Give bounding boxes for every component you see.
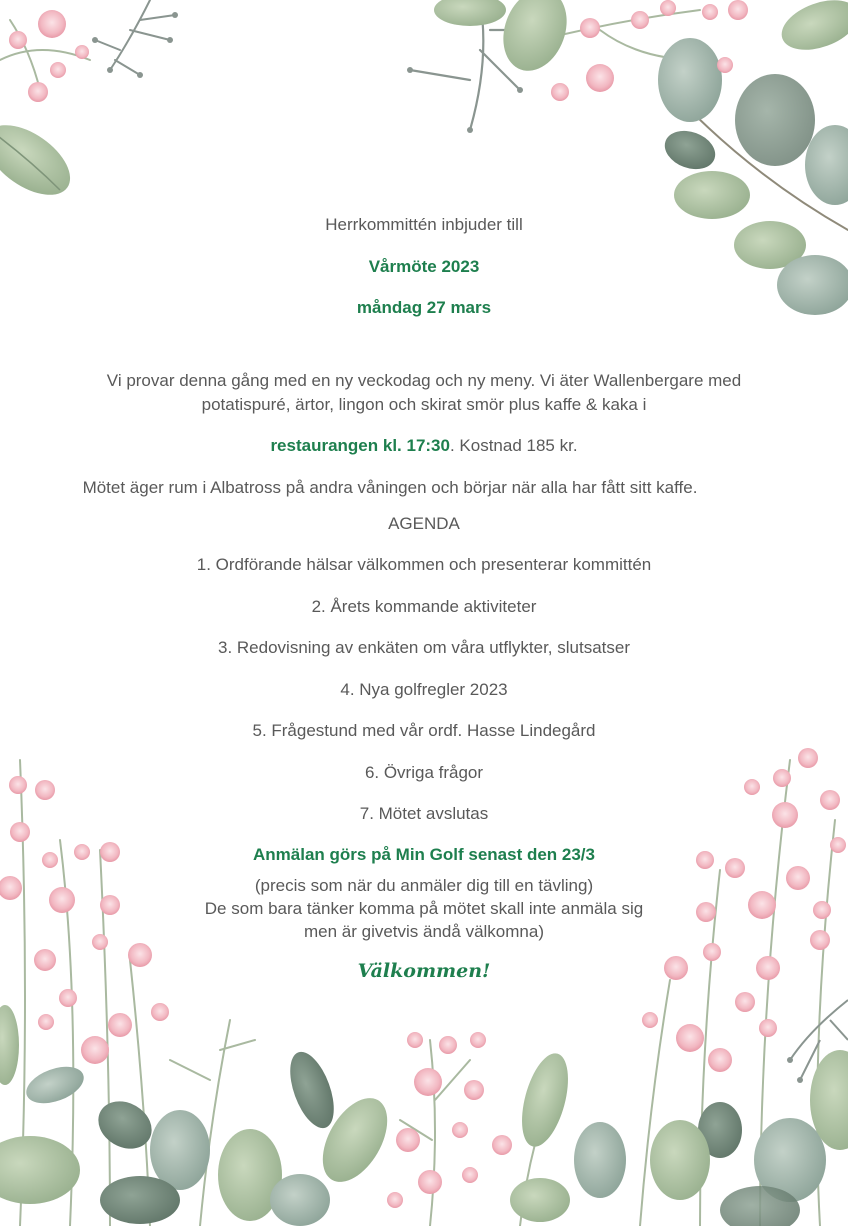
agenda-item: 4. Nya golfregler 2023 — [340, 680, 508, 699]
note-line-3: men är givetvis ändå välkomna) — [303, 922, 544, 941]
agenda-item: 5. Frågestund med vår ordf. Hasse Lindegård — [252, 721, 596, 740]
agenda-item: 2. Årets kommande aktiviteter — [311, 597, 537, 616]
description-line-1: Vi provar denna gång med en ny veckodag och ny meny. Vi äter Wallenbergare med — [106, 371, 742, 390]
cost-text: . Kostnad 185 kr. — [449, 436, 578, 455]
agenda-heading: AGENDA — [388, 514, 460, 533]
agenda-item: 7. Mötet avslutas — [359, 804, 489, 823]
meeting-info: Mötet äger rum i Albatross på andra våningen och börjar när alla har fått sitt kaffe. — [82, 478, 698, 497]
agenda-item: 6. Övriga frågor — [364, 763, 484, 782]
event-date: måndag 27 mars — [356, 298, 492, 317]
event-title: Vårmöte 2023 — [368, 257, 480, 276]
venue-highlight: restaurangen kl. 17:30 — [270, 436, 450, 455]
note-line-2: De som bara tänker komma på mötet skall inte anmäla sig — [204, 899, 644, 918]
closing-greeting: Välkommen! — [357, 960, 491, 982]
intro-text: Herrkommittén inbjuder till — [325, 215, 523, 234]
venue-cost-line — [0, 436, 848, 456]
agenda-item: 1. Ordförande hälsar välkommen och presenterar kommittén — [196, 555, 652, 574]
description-line-2: potatispuré, ärtor, lingon och skirat smör plus kaffe & kaka i — [201, 395, 647, 414]
note-line-1: (precis som när du anmäler dig till en tävling) — [254, 876, 594, 895]
registration-info: Anmälan görs på Min Golf senast den 23/3 — [253, 845, 595, 864]
agenda-item: 3. Redovisning av enkäten om våra utflykter, slutsatser — [218, 638, 630, 657]
